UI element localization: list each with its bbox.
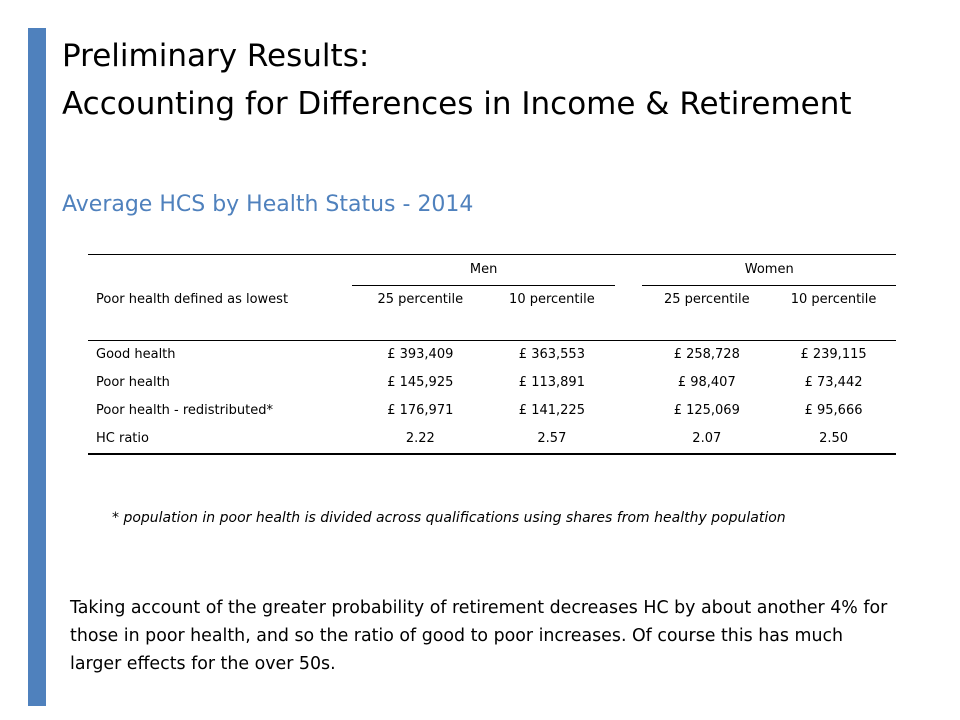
results-table	[88, 254, 896, 455]
row-label: Good health	[88, 341, 352, 370]
table-row	[88, 397, 896, 425]
slide-title	[62, 32, 852, 128]
group-header-women: Women	[642, 255, 896, 286]
column-header: 10 percentile	[790, 292, 877, 307]
column-header: 25 percentile	[377, 292, 464, 307]
table-cell: £ 239,115	[771, 341, 896, 370]
table-footnote: * population in poor health is divided across qualifications using shares from healthy population	[112, 510, 786, 526]
table-cell: £ 73,442	[804, 375, 863, 390]
table-cell: £ 363,553	[489, 341, 616, 370]
accent-bar	[28, 28, 46, 706]
row-label: Poor health - redistributed*	[96, 403, 273, 418]
body-paragraph: Taking account of the greater probability of retirement decreases HC by about another 4% for those in poor health, and so the ratio of good to poor increases. Of course this has much larger effects for the over 50s.	[70, 598, 888, 674]
table-cell: £ 176,971	[387, 403, 454, 418]
row-header-label: Poor health defined as lowest	[96, 291, 289, 307]
table-row	[88, 425, 896, 454]
group-header-men: Men	[352, 255, 615, 286]
table-cell: £ 125,069	[673, 403, 740, 418]
table-cell: 2.57	[489, 425, 616, 454]
table-row	[88, 369, 896, 397]
table-cell: £ 145,925	[387, 375, 454, 390]
row-label: HC ratio	[88, 425, 352, 454]
column-header: 25 percentile	[663, 292, 750, 307]
table-column-header-row	[88, 286, 896, 315]
table-cell: £ 113,891	[518, 375, 585, 390]
table-cell: £ 393,409	[352, 341, 488, 370]
table-cell: £ 258,728	[642, 341, 771, 370]
table-group-header-row	[88, 255, 896, 286]
table-cell: 2.07	[642, 425, 771, 454]
table-cell: £ 95,666	[804, 403, 863, 418]
table-row	[88, 341, 896, 370]
table-cell: 2.22	[352, 425, 488, 454]
title-line-1: Preliminary Results:	[62, 38, 370, 74]
table-subtitle: Average HCS by Health Status - 2014	[62, 192, 474, 217]
table-cell: £ 141,225	[518, 403, 585, 418]
column-header: 10 percentile	[509, 292, 595, 307]
title-line-2: Accounting for Differences in Income & Retirement	[62, 86, 852, 122]
table-cell: 2.50	[771, 425, 896, 454]
row-label: Poor health	[96, 375, 170, 390]
table-cell: £ 98,407	[677, 375, 736, 390]
